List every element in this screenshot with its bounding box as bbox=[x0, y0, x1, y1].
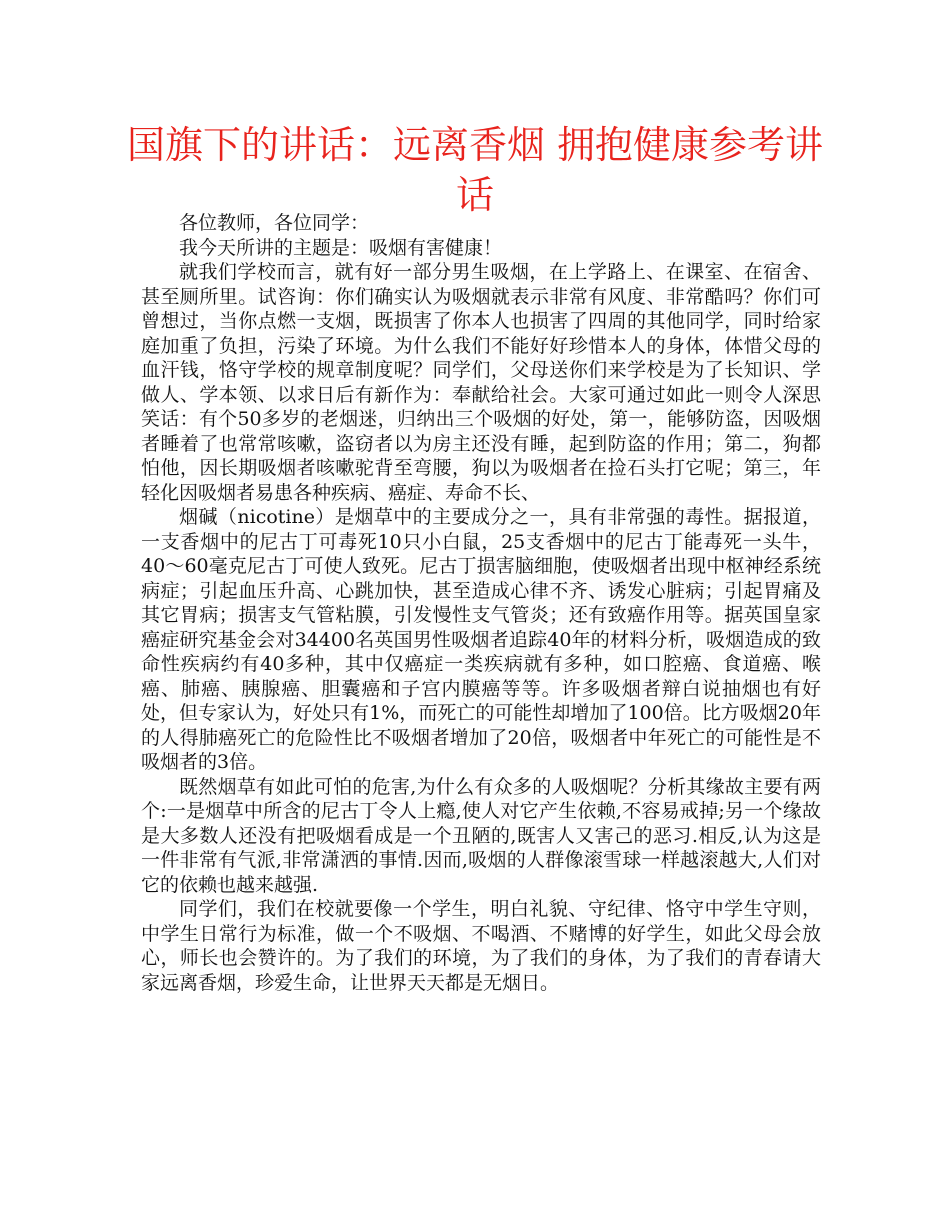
paragraph-salutation: 各位教师，各位同学： bbox=[179, 212, 370, 234]
document-title: 国旗下的讲话：远离香烟 拥抱健康参考讲话 bbox=[126, 123, 824, 217]
paragraph-topic: 我今天所讲的主题是：吸烟有害健康！ bbox=[179, 236, 503, 259]
paragraph-nicotine: 烟碱（nicotine）是烟草中的主要成分之一，具有非常强的毒性。据报道，一支香烟中的尼古丁可毒死10只小白鼠，25支香烟中的尼古丁能毒死一头牛，40～60毫克尼古丁可使人致死。尼古丁损害脑细胞，使吸烟者出现中枢神经系统病症；引起血压升高、心跳加快，甚至造成心律不齐、诱发心脏病；引起胃痛及其它胃病；损害支气管粘膜，引发慢性支气管炎；还有致癌作用等。据英国皇家癌症研究基金会对34400名英国男性吸烟者追踪40年的材料分析，吸烟造成的致命性疾病约有40多种，其中仅癌症一类疾病就有多种，如口腔癌、食道癌、喉癌、肺癌、胰腺癌、胆囊癌和子宫内膜癌等等。许多吸烟者辩白说抽烟也有好处，但专家认为，好处只有1%，而死亡的可能性却增加了100倍。比方吸烟20年的人得肺癌死亡的危险性比不吸烟者增加了20倍，吸烟者中年死亡的可能性是不吸烟者的3倍。 bbox=[141, 506, 821, 773]
document-body bbox=[141, 211, 821, 995]
paragraph-smoking-in-school: 就我们学校而言，就有好一部分男生吸烟，在上学路上、在课室、在宿舍、甚至厕所里。试咨询：你们确实认为吸烟就表示非常有风度、非常酷吗？你们可曾想过，当你点燃一支烟，既损害了你本人也损害了四周的其他同学，同时给家庭加重了负担，污染了环境。为什么我们不能好好珍惜本人的身体，体惜父母的血汗钱，恪守学校的规章制度呢？同学们，父母送你们来学校是为了长知识、学做人、学本领、以求日后有新作为：奉献给社会。大家可通过如此一则令人深思笑话：有个50多岁的老烟迷，归纳出三个吸烟的好处，第一，能够防盗，因吸烟者睡着了也常常咳嗽，盗窃者以为房主还没有睡，起到防盗的作用；第二，狗都怕他，因长期吸烟者咳嗽驼背至弯腰，狗以为吸烟者在捡石头打它呢；第三，年轻化因吸烟者易患各种疾病、癌症、寿命不长、 bbox=[141, 261, 821, 504]
paragraph-reasons: 既然烟草有如此可怕的危害,为什么有众多的人吸烟呢？分析其缘故主要有两个:一是烟草中所含的尼古丁令人上瘾,使人对它产生依赖,不容易戒掉;另一个缘故是大多数人还没有把吸烟看成是一个丑陋的,既害人又害己的恶习.相反,认为这是一件非常有气派,非常潇洒的事情.因而,吸烟的人群像滚雪球一样越滚越大,人们对它的依赖也越来越强. bbox=[141, 775, 821, 896]
paragraph-closing: 同学们，我们在校就要像一个学生，明白礼貌、守纪律、恪守中学生守则，中学生日常行为标准，做一个不吸烟、不喝酒、不赌博的好学生，如此父母会放心，师长也会赞许的。为了我们的环境，为了我们的身体，为了我们的青春请大家远离香烟，珍爱生命，让世界天天都是无烟日。 bbox=[141, 898, 821, 994]
